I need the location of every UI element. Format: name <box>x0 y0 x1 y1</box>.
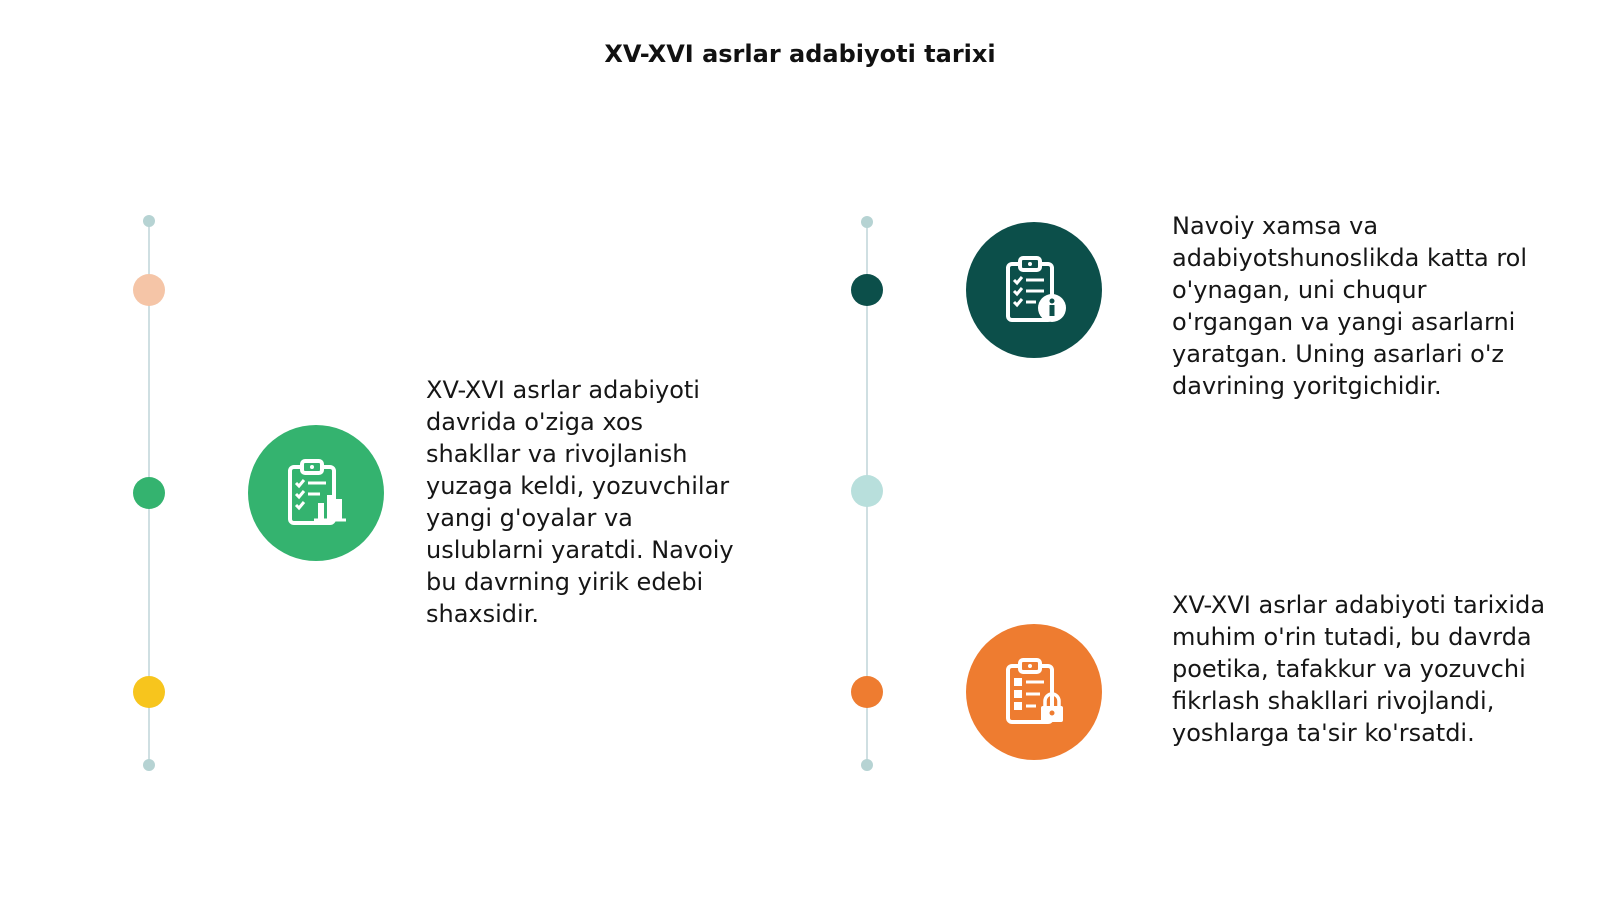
timeline-endpoint-dot <box>861 216 873 228</box>
timeline-marker-light-teal <box>851 475 883 507</box>
timeline-endpoint-dot <box>143 215 155 227</box>
clipboard-chart-icon <box>280 457 352 529</box>
timeline-marker-peach <box>133 274 165 306</box>
item-text-1: XV-XVI asrlar adabiyoti davrida o'ziga xos shakllar va rivojlanish yuzaga keldi, yozuvchilar yangi g'oyalar va uslublarni yaratdi. Navoiy bu davrning yirik edebi shaxsidir. <box>426 376 734 628</box>
icon-circle-orange <box>966 624 1102 760</box>
item-text-2: Navoiy xamsa va adabiyotshunoslikda katta rol o'ynagan, uni chuqur o'rgangan va yangi asarlarni yaratgan. Uning asarlari o'z davrining yoritgichidir. <box>1172 212 1528 400</box>
icon-circle-green <box>248 425 384 561</box>
item-text-3: XV-XVI asrlar adabiyoti tarixida muhim o'rin tutadi, bu davrda poetika, tafakkur va yozuvchi fikrlash shakllari rivojlandi, yoshlarga ta'sir ko'rsatdi. <box>1172 591 1546 747</box>
clipboard-info-icon <box>998 254 1070 326</box>
page-title: XV-XVI asrlar adabiyoti tarixi <box>604 40 996 68</box>
timeline-endpoint-dot <box>143 759 155 771</box>
timeline-marker-orange <box>851 676 883 708</box>
timeline-marker-yellow <box>133 676 165 708</box>
timeline-endpoint-dot <box>861 759 873 771</box>
timeline-marker-dark-teal <box>851 274 883 306</box>
icon-circle-dark-teal <box>966 222 1102 358</box>
clipboard-lock-icon <box>998 656 1070 728</box>
timeline-marker-green <box>133 477 165 509</box>
